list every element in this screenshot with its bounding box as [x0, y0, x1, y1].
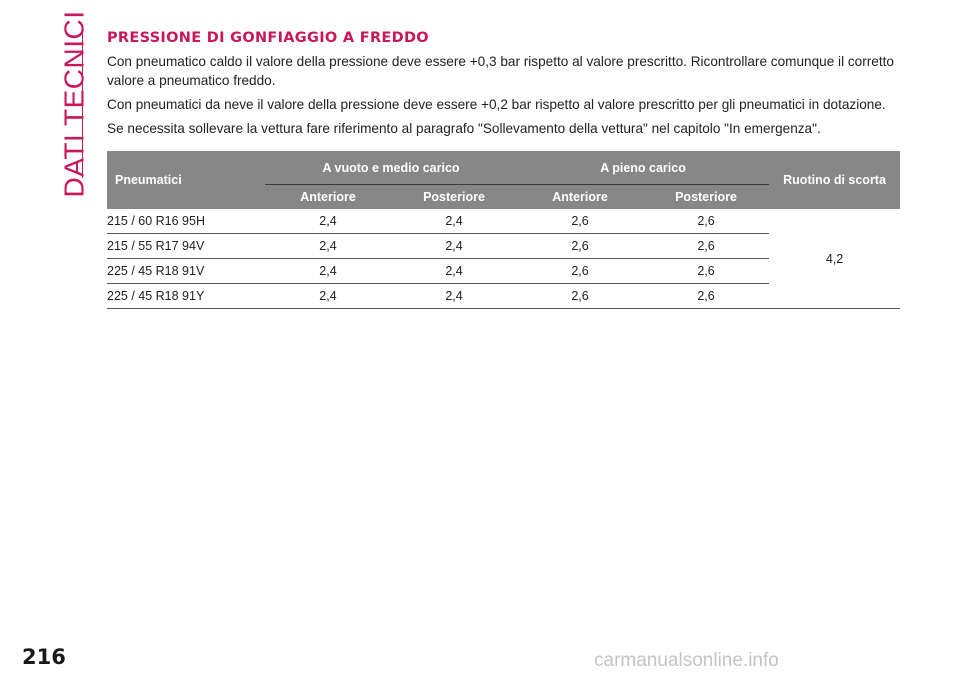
header-tyres: Pneumatici [107, 151, 265, 209]
main-content [107, 30, 900, 309]
table-row [107, 209, 900, 234]
tyre-pressure-table [107, 151, 900, 309]
empty-rear-value: 2,4 [391, 259, 517, 284]
full-front-value: 2,6 [517, 234, 643, 259]
header-full-load: A pieno carico [517, 151, 769, 185]
empty-front-value: 2,4 [265, 284, 391, 309]
watermark-text: carmanualsonline.info [594, 650, 779, 671]
empty-rear-value: 2,4 [391, 284, 517, 309]
tyre-size: 225 / 45 R18 91V [107, 259, 265, 284]
full-rear-value: 2,6 [643, 259, 769, 284]
tyre-size: 215 / 55 R17 94V [107, 234, 265, 259]
header-empty-front: Anteriore [265, 185, 391, 209]
page-heading: PRESSIONE DI GONFIAGGIO A FREDDO [107, 30, 429, 46]
full-rear-value: 2,6 [643, 234, 769, 259]
header-full-front: Anteriore [517, 185, 643, 209]
header-spare-wheel: Ruotino di scorta [769, 151, 900, 209]
empty-front-value: 2,4 [265, 209, 391, 234]
full-front-value: 2,6 [517, 259, 643, 284]
page-number: 216 [22, 645, 66, 669]
header-empty-load: A vuoto e medio carico [265, 151, 517, 185]
tyre-size: 215 / 60 R16 95H [107, 209, 265, 234]
empty-front-value: 2,4 [265, 234, 391, 259]
full-front-value: 2,6 [517, 284, 643, 309]
tyre-size: 225 / 45 R18 91Y [107, 284, 265, 309]
paragraph-hot-tyre: Con pneumatico caldo il valore della pressione deve essere +0,3 bar rispetto al valore prescritto. Ricontrollare comunque il corretto valore a pneumatico freddo. [107, 54, 894, 88]
empty-rear-value: 2,4 [391, 209, 517, 234]
empty-rear-value: 2,4 [391, 234, 517, 259]
spare-wheel-value: 4,2 [769, 209, 900, 309]
full-rear-value: 2,6 [643, 209, 769, 234]
section-side-title-text: DATI TECNICI [58, 10, 90, 198]
paragraph-lifting: Se necessita sollevare la vettura fare riferimento al paragrafo "Sollevamento della vettura" nel capitolo "In emergenza". [107, 121, 821, 136]
full-front-value: 2,6 [517, 209, 643, 234]
empty-front-value: 2,4 [265, 259, 391, 284]
full-rear-value: 2,6 [643, 284, 769, 309]
section-side-title [54, 10, 94, 198]
header-empty-rear: Posteriore [391, 185, 517, 209]
header-full-rear: Posteriore [643, 185, 769, 209]
paragraph-snow-tyre: Con pneumatici da neve il valore della pressione deve essere +0,2 bar rispetto al valore prescritto per gli pneumatici in dotazione. [107, 97, 886, 112]
